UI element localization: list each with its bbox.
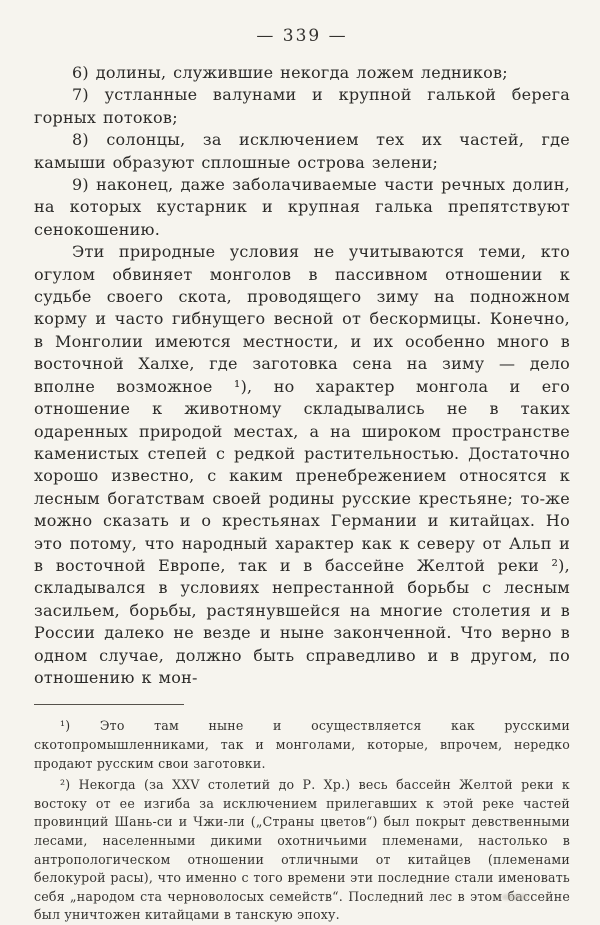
page-number: — 339 — xyxy=(256,26,348,46)
list-item: 6) долины, служившие некогда ложем ледников; xyxy=(72,63,508,82)
list-item: 7) устланные валунами и крупной галькой берега горных потоков; xyxy=(34,85,570,127)
list-item: 9) наконец, даже заболачиваемые части речных долин, на которых кустарник и крупная галька препятствуют сенокошению. xyxy=(34,175,570,239)
body-paragraph: Эти природные условия не учитываются теми, кто огулом обвиняет монголов в пассивном отношении к судьбе своего скота, проводящего зиму на подножном корму и часто гибнущего весной от бескормицы. Конечно, в Монголии имеются местности, и их особенно много в восточной Халхе, где заготовка сена на зиму — дело вполне возможное ¹), но характер монгола и его отношение к животному складывались не в таких одаренных природой местах, а на широком пространстве каменистых степей с редкой растительностью. Достаточно хорошо известно, с каким пренебрежением относятся к лесным богатствам своей родины русские крестьяне; то-же можно сказать и о крестьянах Германии и китайцах. Но это потому, что народный характер как к северу от Альп и в восточной Европе, так и в бассейне Желтой реки ²), складывался в условиях непрестанной борьбы с лесным засильем, борьбы, растянувшейся на многие столетия и в России далеко не везде и ныне законченной. Что верно в одном случае, должно быть справедливо и в другом, по отношению к мон- xyxy=(34,242,570,687)
footnote: ²) Некогда (за XXV столетий до Р. Хр.) весь бассейн Желтой реки к востоку от ее изгиба за исключением прилегавших к этой реке частей провинций Шань-си и Чжи-ли („Страны цветов“) был покрыт девственными лесами, населенными дикими охотничьими племенами, настолько в антропологическом отношении отличными от китайцев (племенами белокурой расы), что именно с того времени эти последние стали именовать себя „народом ста черноволосых семейств“. Последний лес в этом бассейне был уничтожен китайцами в танскую эпоху. xyxy=(34,777,570,923)
footnote-separator xyxy=(34,704,184,705)
body-text xyxy=(34,62,570,689)
list-item: 8) солонцы, за исключением тех их частей, где камыши образуют сплошные острова зелени; xyxy=(34,130,570,172)
scan-artifact-mark xyxy=(502,894,528,900)
footnotes-section xyxy=(34,717,570,925)
footnote: ¹) Это там ныне и осуществляется как русскими скотопромышленниками, так и монголами, которые, впрочем, нередко продают русским свои заготовки. xyxy=(34,718,570,771)
